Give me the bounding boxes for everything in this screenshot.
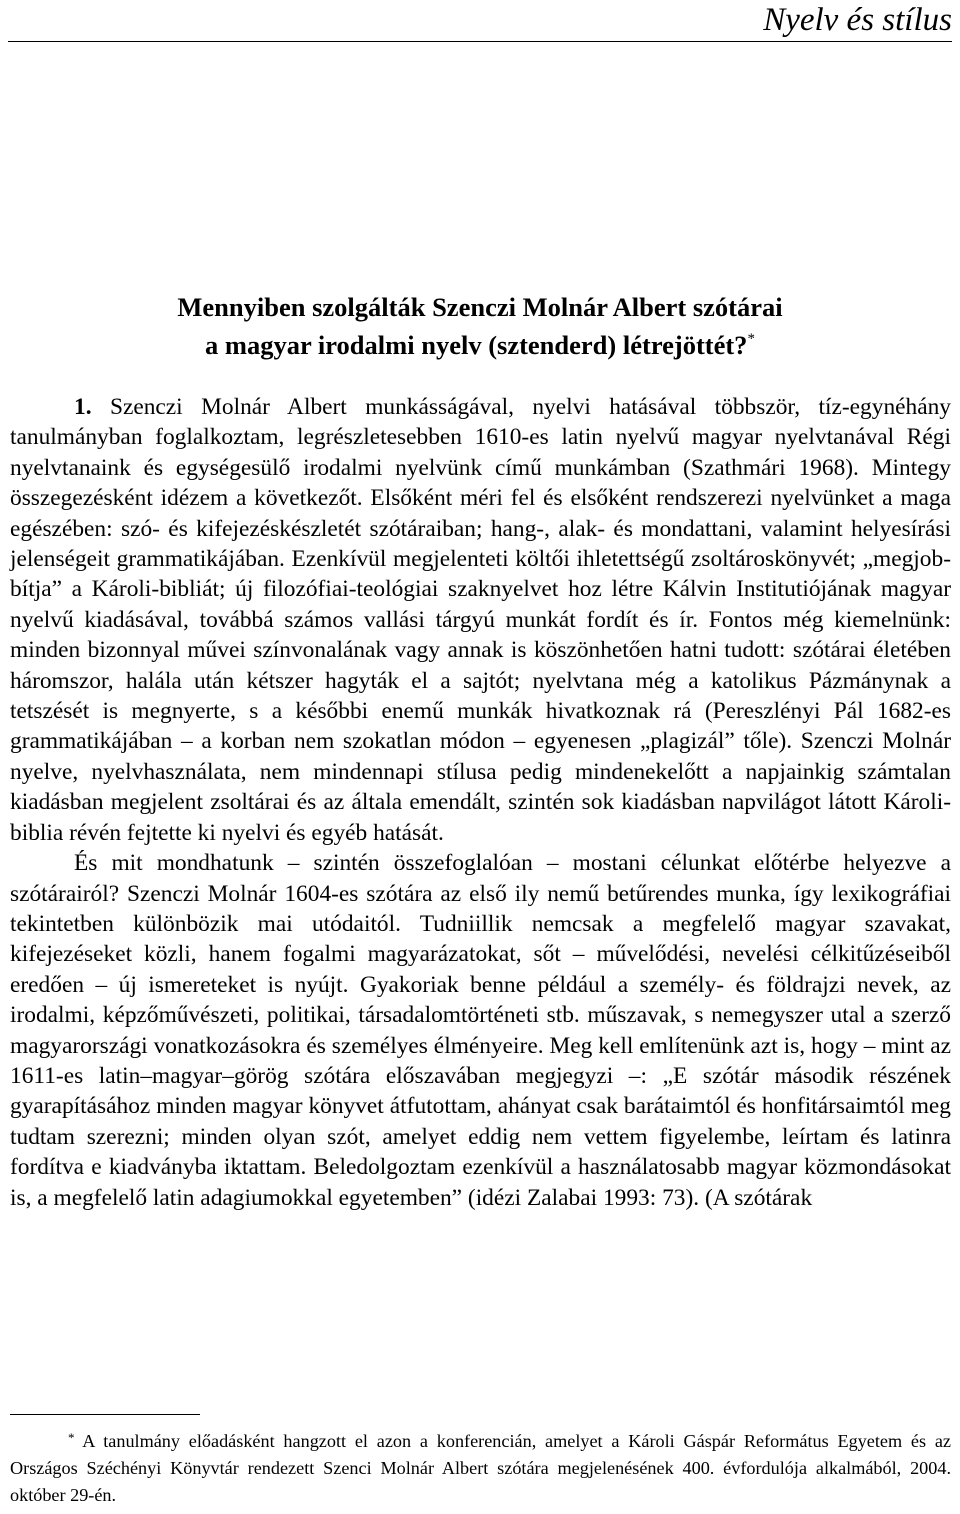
title-line-2 xyxy=(0,326,960,364)
running-head: Nyelv és stílus xyxy=(763,2,952,38)
title-line-1: Mennyiben szolgálták Szenczi Molnár Albert szótárai xyxy=(177,292,783,322)
footnote-text-block xyxy=(10,1428,951,1509)
paragraph-2: És mit mondhatunk – szintén összefoglalóan – mostani célunkat előtérbe helyezve a szótárairól? Szenczi Molnár 1604-es szótára az első ily nemű betűrendes munka, így lexikográfiai tekintetben különbözik mai utódaitól. Tudniillik nemcsak a megfelelő magyar szavakat, kifejezéseket közli, hanem fogalmi magyarázatokat, sőt – művelődési, nevelési célkitűzéseiből eredően – új ismereteket is nyújt. Gyakoriak benne például a személy- és földrajzi nevek, az irodalmi, képzőművészeti, politikai, társadalomtörténeti stb. műszavak, s nemegyszer utal a szerző magyarországi vonatkozásokra és személyes élményeire. Meg kell említenünk azt is, hogy – mint az 1611-es latin–magyar–görög szótára előszavában megjegyzi –: „E szótár második részének gyarapításához minden magyar könyvet átfutottam, ahányat csak barátaimtól és honfitársaimtól meg tudtam szerezni; minden olyan szót, amelyet eddig nem vettem figyelembe, leírtam és latinra fordítva e kiadványba iktattam. Beledolgoztam ezenkívül a használatosabb magyar közmondásokat is, a megfelelő latin adagiumokkal egyetemben” (idézi Zalabai 1993: 73). (A szótárak xyxy=(10,850,951,1211)
title-footnote-mark: * xyxy=(747,331,755,347)
paragraph-1-text: Szenczi Molnár Albert munkásságával, nyelvi hatásával többször, tíz-egynéhány tanulmányban foglalkoztam, legrészletesebben 1610-es latin nyelvű magyar nyelvtanával Régi nyelvtanaink és egységesülő irodalmi nyelvünk című munkámban (Szathmári 1968). Mintegy összegezésként idézem a következőt. Elsőként méri fel és elsőként rendszerezi nyelvünket a maga egészében: szó- és kifejezéskészletét szótáraiban; hang-, alak- és mondattani, valamint helyesírási jelenségeit grammatikájában. Ezenkívül megjelenteti költői ihletettségű zsoltároskönyvét; „megjobbítja” a Károli-bibliát; új filozófiai-teológiai szaknyelvet hoz létre Kálvin Institutiójának magyar nyelvű kiadásával, továbbá számos vallási tárgyú munkát fordít és ír. Fontos még kiemelnünk: minden bizonnyal művei színvonalának vagy annak is köszönhetően hatni tudott: szótárai életében háromszor, halála után kétszer hagyták el a sajtót; nyelvtana még a katolikus Pázmánynak a tetszését is megnyerte, s a későbbi enemű munkák hivatkoznak rá (Pereszlényi Pál 1682-es grammatikájában – a korban nem szokatlan módon – egyenesen „plagizál” tőle). Szenczi Molnár nyelve, nyelvhasználata, nem mindennapi stílusa pedig mindenekelőtt a napjainkig számtalan kiadásban megjelent zsoltárai és az általa emendált, szintén sok kiadásban napvilágot látott Károli-biblia révén fejtette ki nyelvi és egyéb hatását. xyxy=(10,394,951,846)
footnote-text: A tanulmány előadásként hangzott el azon a konferencián, amelyet a Károli Gáspár Református Egyetem és az Országos Széchényi Könyvtár rendezett Szenci Molnár Albert szótára megjelenésének 400. évfordulója alkalmából, 2004. október 29-én. xyxy=(10,1431,952,1505)
footnote-mark: * xyxy=(68,1430,75,1445)
footnote-rule xyxy=(10,1414,200,1415)
title-line-2-text: a magyar irodalmi nyelv (sztenderd) létrejöttét? xyxy=(205,330,748,360)
footnote xyxy=(10,1428,951,1509)
section-number: 1. xyxy=(74,394,92,420)
paragraph-1 xyxy=(10,392,951,848)
article-title xyxy=(0,288,960,364)
header-rule xyxy=(8,41,952,42)
body-text xyxy=(10,392,951,1213)
